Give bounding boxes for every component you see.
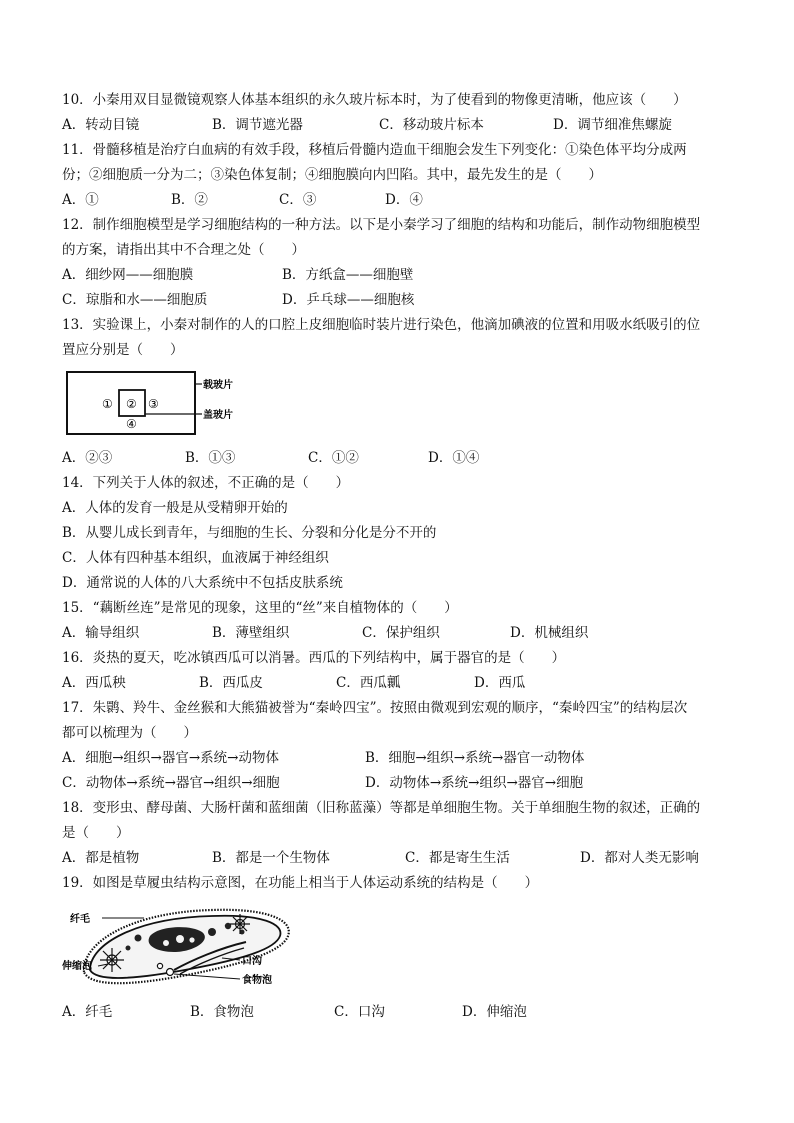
question-12-stem-line1: 12．制作细胞模型是学习细胞结构的一种方法。以下是小秦学习了细胞的结构和功能后，制作动物细胞模型 — [62, 217, 701, 233]
option-c: C．人体有四种基本组织，血液属于神经组织 — [62, 550, 329, 566]
question-13-options — [62, 446, 762, 471]
question-18-stem-line2: 是（ ） — [62, 825, 130, 841]
option-a: A．① — [62, 192, 99, 208]
question-13-stem-line2: 置应分别是（ ） — [62, 342, 184, 358]
option-d: D．机械组织 — [510, 625, 589, 641]
question-17-stem-line2: 都可以梳理为（ ） — [62, 725, 197, 741]
question-11-stem-line2: 份；②细胞质一分为二；③染色体复制；④细胞膜向内凹陷。其中，最先发生的是（ ） — [62, 167, 602, 183]
option-a: A．细胞→组织→器官→系统→动物体 — [62, 750, 279, 766]
option-b: B．西瓜皮 — [199, 675, 263, 691]
label-slide: 载玻片 — [203, 380, 233, 391]
question-12-stem-line2: 的方案，请指出其中不合理之处（ ） — [62, 242, 305, 258]
option-b: B．② — [171, 192, 208, 208]
option-a: A．输导组织 — [62, 625, 140, 641]
question-14 — [62, 471, 742, 596]
option-a: A．纤毛 — [62, 1004, 113, 1020]
label-coverslip: 盖玻片 — [203, 410, 233, 421]
question-14-stem: 14．下列关于人体的叙述，不正确的是（ ） — [62, 475, 350, 491]
question-11 — [62, 138, 742, 188]
option-d: D．④ — [385, 192, 423, 208]
label-cilia: 纤毛 — [70, 914, 90, 925]
question-12-options-row1 — [62, 263, 762, 288]
question-18 — [62, 796, 742, 846]
option-c: C．移动玻片标本 — [379, 117, 484, 133]
option-b: B．薄壁组织 — [212, 625, 290, 641]
label-contractile-vacuole: 伸缩泡 — [62, 961, 92, 972]
contractile-vacuole-left — [100, 948, 124, 972]
option-c: C．动物体→系统→器官→组织→细胞 — [62, 775, 280, 791]
question-17 — [62, 696, 742, 746]
option-a: A．西瓜秧 — [62, 675, 126, 691]
option-a: A．转动目镜 — [62, 117, 140, 133]
question-17-options-row2 — [62, 771, 762, 796]
option-c: C．都是寄生生活 — [405, 850, 510, 866]
question-10-options — [62, 113, 762, 138]
question-19 — [62, 871, 742, 896]
question-10 — [62, 88, 742, 113]
question-19-options — [62, 1000, 762, 1025]
label-food-vacuole: 食物泡 — [242, 975, 272, 986]
option-a: A．细纱网——细胞膜 — [62, 267, 194, 283]
option-b: B．调节遮光器 — [212, 117, 303, 133]
question-12 — [62, 213, 742, 263]
question-16 — [62, 646, 742, 671]
option-b: B．从婴儿成长到青年，与细胞的生长、分裂和分化是分不开的 — [62, 525, 437, 541]
option-a: A．都是植物 — [62, 850, 140, 866]
question-15 — [62, 596, 742, 621]
option-b: B．食物泡 — [190, 1004, 254, 1020]
paramecium-diagram — [62, 902, 302, 994]
position-2: ② — [126, 397, 137, 411]
question-17-options-row1 — [62, 746, 762, 771]
question-19-stem: 19．如图是草履虫结构示意图，在功能上相当于人体运动系统的结构是（ ） — [62, 875, 539, 891]
option-d: D．都对人类无影响 — [580, 850, 699, 866]
option-d: D．伸缩泡 — [462, 1004, 527, 1020]
option-d: D．乒乓球——细胞核 — [282, 292, 415, 308]
option-b: B．都是一个生物体 — [212, 850, 330, 866]
question-13-stem-line1: 13．实验课上，小秦对制作的人的口腔上皮细胞临时装片进行染色，他滴加碘液的位置和用吸水纸吸引的位 — [62, 317, 701, 333]
option-b: B．方纸盒——细胞壁 — [282, 267, 414, 283]
position-1: ① — [102, 397, 113, 411]
question-17-stem-line1: 17．朱鹮、羚牛、金丝猴和大熊猫被誉为“秦岭四宝”。按照由微观到宏观的顺序，“秦岭四宝”的结构层次 — [62, 700, 688, 716]
option-a: A．人体的发育一般是从受精卵开始的 — [62, 500, 288, 516]
question-11-options — [62, 188, 762, 213]
option-d: D．通常说的人体的八大系统中不包括皮肤系统 — [62, 575, 343, 591]
question-11-stem-line1: 11．骨髓移植是治疗白血病的有效手段，移植后骨髓内造血干细胞会发生下列变化：①染色体平均分成两 — [62, 142, 687, 158]
option-c: C．琼脂和水——细胞质 — [62, 292, 208, 308]
question-10-stem: 10．小秦用双目显微镜观察人体基本组织的永久玻片标本时，为了使看到的物像更清晰，他应该（ ） — [62, 92, 687, 108]
label-oral-groove: 口沟 — [242, 956, 262, 967]
question-15-options — [62, 621, 762, 646]
question-18-options — [62, 846, 762, 871]
position-4: ④ — [126, 417, 137, 431]
position-3: ③ — [148, 397, 159, 411]
option-c: C．③ — [279, 192, 317, 208]
question-15-stem: 15．“藕断丝连”是常见的现象，这里的“丝”来自植物体的（ ） — [62, 600, 458, 616]
option-c: C．西瓜瓤 — [336, 675, 401, 691]
option-d: D．动物体→系统→组织→器官→细胞 — [365, 775, 584, 791]
option-a: A．②③ — [62, 450, 113, 466]
option-c: C．口沟 — [334, 1004, 385, 1020]
option-d: D．调节细准焦螺旋 — [553, 117, 672, 133]
question-12-options-row2 — [62, 288, 762, 313]
slide-diagram — [62, 368, 282, 438]
question-18-stem-line1: 18．变形虫、酵母菌、大肠杆菌和蓝细菌（旧称蓝藻）等都是单细胞生物。关于单细胞生物的叙述，正确的 — [62, 800, 701, 816]
option-c: C．①② — [308, 450, 359, 466]
contractile-vacuole-right — [230, 914, 250, 934]
question-13 — [62, 313, 742, 363]
option-b: B．细胞→组织→系统→器官一动物体 — [365, 750, 585, 766]
food-vacuole — [167, 969, 174, 976]
option-d: D．①④ — [428, 450, 480, 466]
option-d: D．西瓜 — [474, 675, 526, 691]
option-c: C．保护组织 — [362, 625, 440, 641]
question-16-stem: 16．炎热的夏天，吃冰镇西瓜可以消暑。西瓜的下列结构中，属于器官的是（ ） — [62, 650, 566, 666]
option-b: B．①③ — [185, 450, 236, 466]
question-16-options — [62, 671, 762, 696]
